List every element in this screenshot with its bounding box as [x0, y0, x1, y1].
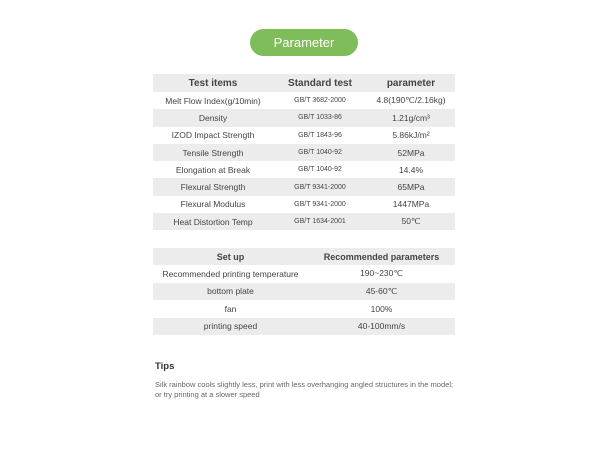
column-header-standard-test: Standard test	[273, 74, 367, 92]
standard-cell: GB/T 9341-2000	[273, 178, 367, 195]
standard-cell: GB/T 1843-96	[298, 131, 342, 139]
table-row	[153, 127, 455, 144]
test-item-cell: IZOD Impact Strength	[171, 130, 255, 141]
table-row	[153, 109, 455, 126]
test-item-cell: Flexural Strength	[153, 178, 273, 195]
test-item-cell: Heat Distortion Temp	[153, 213, 273, 230]
table-row	[153, 300, 455, 318]
test-item-cell: Elongation at Break	[175, 164, 251, 175]
table-row	[153, 178, 455, 195]
table-header-row	[153, 248, 455, 265]
setting-name-cell: bottom plate	[153, 283, 308, 301]
tips-heading: Tips	[155, 361, 175, 372]
setting-name-cell: fan	[224, 303, 237, 314]
setting-value-cell: 40-100mm/s	[308, 318, 455, 336]
value-cell: 14.4%	[398, 164, 424, 175]
setting-value-cell: 190~230℃	[360, 268, 403, 279]
table-header-row	[153, 74, 455, 92]
table-row	[153, 196, 455, 213]
table-row	[153, 144, 455, 161]
setting-value-cell: 100%	[370, 303, 393, 314]
material-properties-table	[153, 74, 455, 230]
print-settings-table	[153, 248, 455, 335]
test-item-cell: Tensile Strength	[153, 144, 273, 161]
setting-value-cell: 45-60℃	[308, 283, 455, 301]
standard-cell: GB/T 1040-92	[273, 144, 367, 161]
test-item-cell: Density	[153, 109, 273, 126]
table-row	[153, 213, 455, 230]
table-row	[153, 92, 455, 109]
value-cell: 1.21g/cm³	[367, 109, 455, 126]
table-row	[153, 265, 455, 283]
table-row	[153, 161, 455, 178]
value-cell: 5.86kJ/m²	[392, 130, 430, 141]
value-cell: 65MPa	[367, 178, 455, 195]
value-cell: 50℃	[367, 213, 455, 230]
column-header-test-items: Test items	[153, 74, 273, 92]
setting-name-cell: printing speed	[153, 318, 308, 336]
standard-cell: GB/T 9341-2000	[294, 200, 346, 208]
test-item-cell: Flexural Modulus	[180, 199, 246, 210]
table-row	[153, 318, 455, 336]
test-item-cell: Melt Flow Index(g/10min)	[165, 95, 261, 106]
standard-cell: GB/T 1634-2001	[273, 213, 367, 230]
column-header-recommended-parameters: Recommended parameters	[308, 248, 455, 265]
setting-name-cell: Recommended printing temperature	[162, 268, 299, 279]
tips-text: Silk rainbow cools slightly less, print with less overhanging angled structures in the model; or try printing at a slower speed	[155, 380, 454, 399]
table-row	[153, 283, 455, 301]
standard-cell: GB/T 3682-2000	[294, 97, 346, 105]
column-header-parameter: parameter	[367, 74, 455, 92]
standard-cell: GB/T 1040-92	[298, 166, 342, 174]
standard-cell: GB/T 1033-86	[273, 109, 367, 126]
value-cell: 4.8(190℃/2.16kg)	[376, 95, 446, 106]
value-cell: 52MPa	[367, 144, 455, 161]
column-header-set-up: Set up	[153, 248, 308, 265]
value-cell: 1447MPa	[392, 199, 430, 210]
parameter-title-badge: Parameter	[250, 29, 358, 56]
